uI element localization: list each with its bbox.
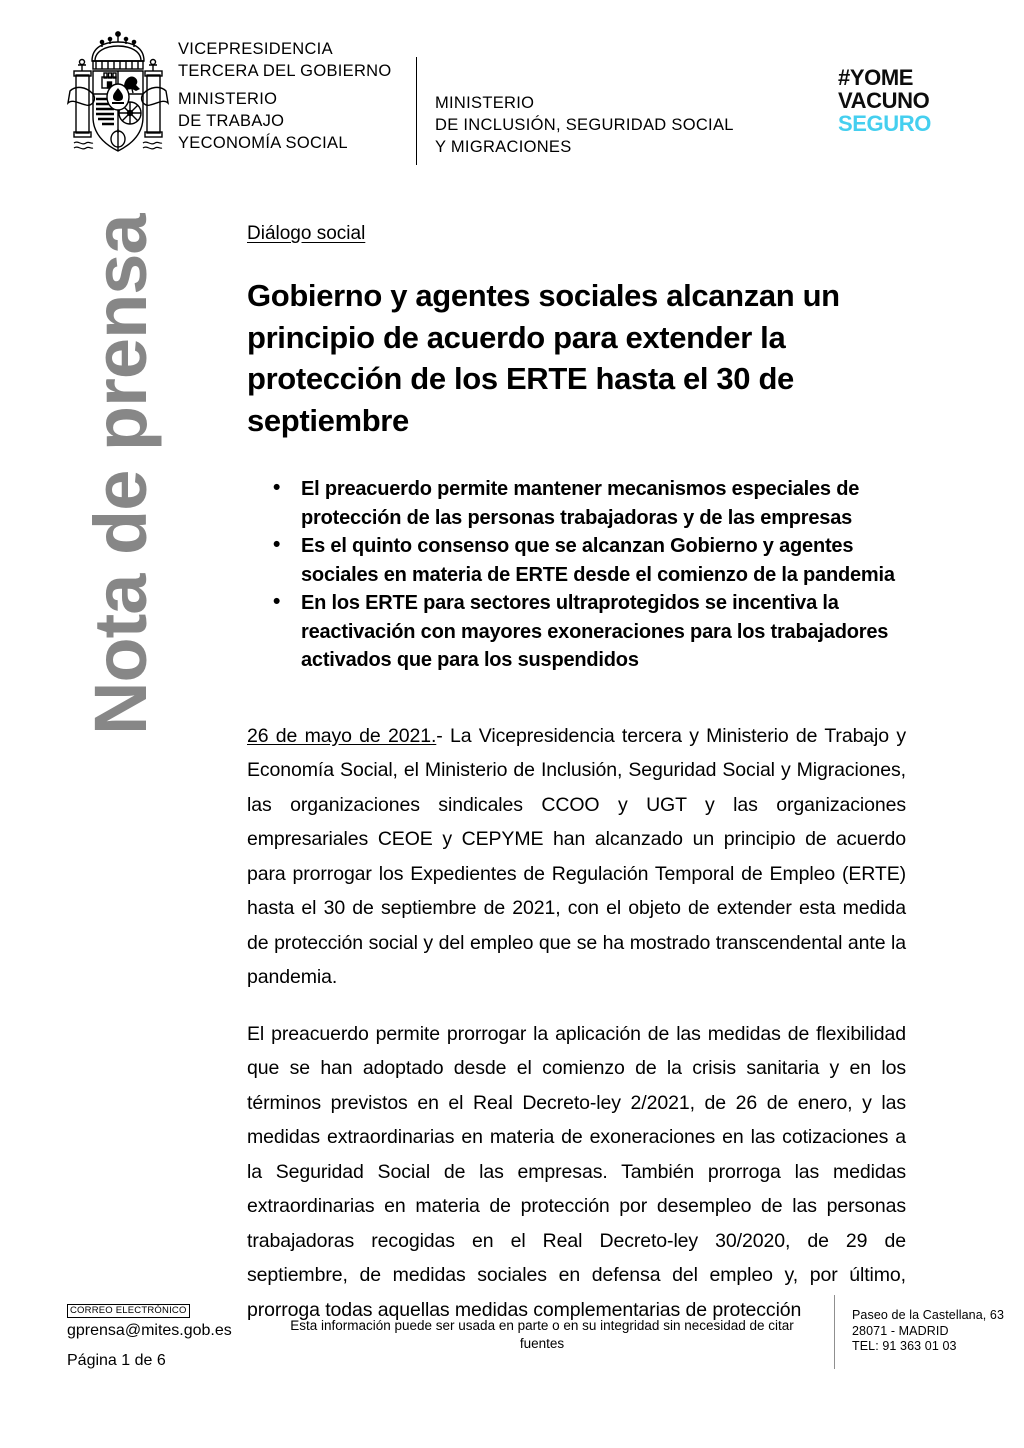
- campaign-logo: [838, 66, 988, 135]
- ministry-trabajo-block: [178, 38, 406, 154]
- footer-vertical-divider: [834, 1295, 835, 1369]
- ministry-inclusion-block: [435, 92, 795, 158]
- vertical-title-text: Nota de prensa: [78, 214, 162, 735]
- inclusion-line-2: DE INCLUSIÓN, SEGURIDAD SOCIAL: [435, 116, 734, 134]
- inclusion-line-3: Y MIGRACIONES: [435, 138, 572, 156]
- dateline: 26 de mayo de 2021.: [247, 724, 437, 747]
- footer-address-block: [852, 1308, 1022, 1355]
- address-line-3: TEL: 91 363 01 03: [852, 1339, 957, 1353]
- page-title: Gobierno y agentes sociales alcanzan un principio de acuerdo para extender la protección de los ERTE hasta el 30 de septiembre: [247, 278, 840, 438]
- usage-notice: Esta información puede ser usada en parte o en su integridad sin necesidad de citar fuentes: [290, 1318, 794, 1351]
- body-paragraphs: [247, 719, 906, 1328]
- address-line-2: 28071 - MADRID: [852, 1323, 949, 1338]
- gobierno-line-5: YECONOMÍA SOCIAL: [178, 134, 348, 152]
- address-line-1: Paseo de la Castellana, 63: [852, 1308, 1005, 1322]
- paragraph-2: El preacuerdo permite prorrogar la aplicación de las medidas de flexibilidad que se han adoptado desde el comienzo de la crisis sanitaria y en los términos previstos en el Real Decreto-ley 2/2021, de 26 de enero, y las medidas extraordinarias en materia de exoneraciones en las cotizaciones a la Seguridad Social de las empresas. También prorroga las medidas extraordinarias en materia de protección por desempleo de las personas trabajadoras recogidas en el Real Decreto-ley 30/2020, de 29 de septiembre, de medidas sociales en defensa del empleo y, por último, prorroga todas aquellas medidas complementarias de protección: [247, 1022, 906, 1321]
- paragraph-1: [247, 719, 906, 995]
- kicker-label: Diálogo social: [247, 223, 366, 244]
- list-item: • En los ERTE para sectores ultraprotegidos se incentiva la reactivación con mayores exoneraciones para los trabajadores activados que para los suspendidos: [301, 589, 901, 675]
- vertical-press-release-banner: [60, 175, 180, 735]
- paragraph-1-text: - La Vicepresidencia tercera y Ministerio de Trabajo y Economía Social, el Ministerio de Inclusión, Seguridad Social y Migraciones, las organizaciones sindicales CCOO y UGT y las organizaciones empresariales CEOE y CEPYME han alcanzado un principio de acuerdo para prorrogar los Expedientes de Regulación Temporal de Empleo (ERTE) hasta el 30 de septiembre de 2021, con el objeto de extender esta medida de protección social y del empleo que se ha mostrado transcendental ante la pandemia.: [247, 724, 906, 988]
- campaign-line-3: SEGURO: [838, 111, 931, 136]
- list-item: • Es el quinto consenso que se alcanzan Gobierno y agentes sociales en materia de ERTE desde el comienzo de la pandemia: [301, 532, 901, 589]
- email-label: CORREO ELECTRÓNICO: [67, 1304, 190, 1318]
- document-footer: [0, 1290, 1024, 1410]
- inclusion-line-1: MINISTERIO: [435, 94, 535, 112]
- document-header: [0, 0, 1024, 175]
- campaign-line-1: #YOME: [838, 65, 914, 90]
- header-vertical-divider: [416, 57, 417, 165]
- gobierno-line-4: DE TRABAJO: [178, 112, 285, 130]
- list-item: • El preacuerdo permite mantener mecanismos especiales de protección de las personas trabajadoras y de las empresas: [301, 475, 901, 532]
- gobierno-line-2: TERCERA DEL GOBIERNO: [178, 62, 392, 80]
- campaign-line-2: VACUNO: [838, 88, 930, 113]
- page-number: Página 1 de 6: [67, 1352, 166, 1369]
- document-body: [247, 222, 906, 1349]
- key-points-list: [247, 475, 901, 675]
- email-address[interactable]: gprensa@mites.gob.es: [67, 1322, 232, 1339]
- spanish-coat-of-arms-icon: [62, 31, 174, 159]
- gobierno-line-1: VICEPRESIDENCIA: [178, 40, 333, 58]
- gobierno-line-3: MINISTERIO: [178, 90, 278, 108]
